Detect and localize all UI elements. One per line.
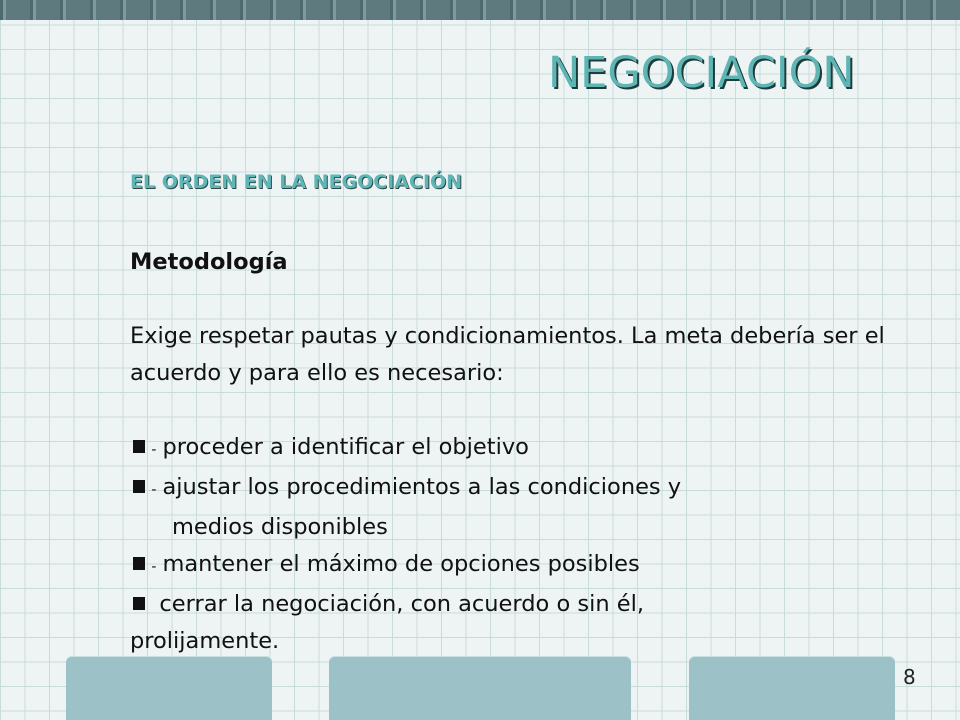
page-number: 8: [903, 665, 916, 689]
square-bullet-icon: [133, 597, 145, 609]
bullet-dash: -: [151, 442, 157, 458]
bullet-text: proceder a identificar el objetivo: [162, 434, 529, 460]
bullet-item: [130, 546, 910, 586]
bullet-text: mantener el máximo de opciones posibles: [162, 551, 640, 577]
footer-tab-right: [689, 656, 895, 720]
top-decorative-strip: [0, 0, 960, 20]
intro-paragraph: Exige respetar pautas y condicionamientos. La meta debería ser el acuerdo y para ello es necesario:: [130, 323, 885, 386]
footer-tab-center: [329, 656, 631, 720]
spacer: [130, 281, 910, 318]
bullet-dash: -: [151, 482, 157, 498]
spacer: [130, 392, 910, 429]
section-heading: Metodología: [130, 249, 288, 275]
closing-line: prolijamente.: [130, 628, 280, 654]
bullet-text: ajustar los procedimientos a las condiciones y: [162, 474, 682, 500]
square-bullet-icon: [133, 557, 145, 569]
bullet-item: [130, 586, 910, 623]
square-bullet-icon: [133, 440, 145, 452]
bullet-dash: -: [151, 559, 157, 575]
square-bullet-icon: [133, 480, 145, 492]
slide-title: NEGOCIACIÓN: [548, 48, 855, 98]
bullet-continuation: medios disponibles: [172, 514, 388, 540]
slide-subtitle: EL ORDEN EN LA NEGOCIACIÓN: [130, 171, 463, 193]
footer-tab-left: [66, 656, 272, 720]
bullet-item: [130, 429, 910, 469]
bullet-text: cerrar la negociación, con acuerdo o sin él,: [159, 591, 645, 617]
slide-body: [130, 244, 910, 660]
bullet-list: [130, 429, 910, 623]
bullet-item: [130, 469, 910, 509]
